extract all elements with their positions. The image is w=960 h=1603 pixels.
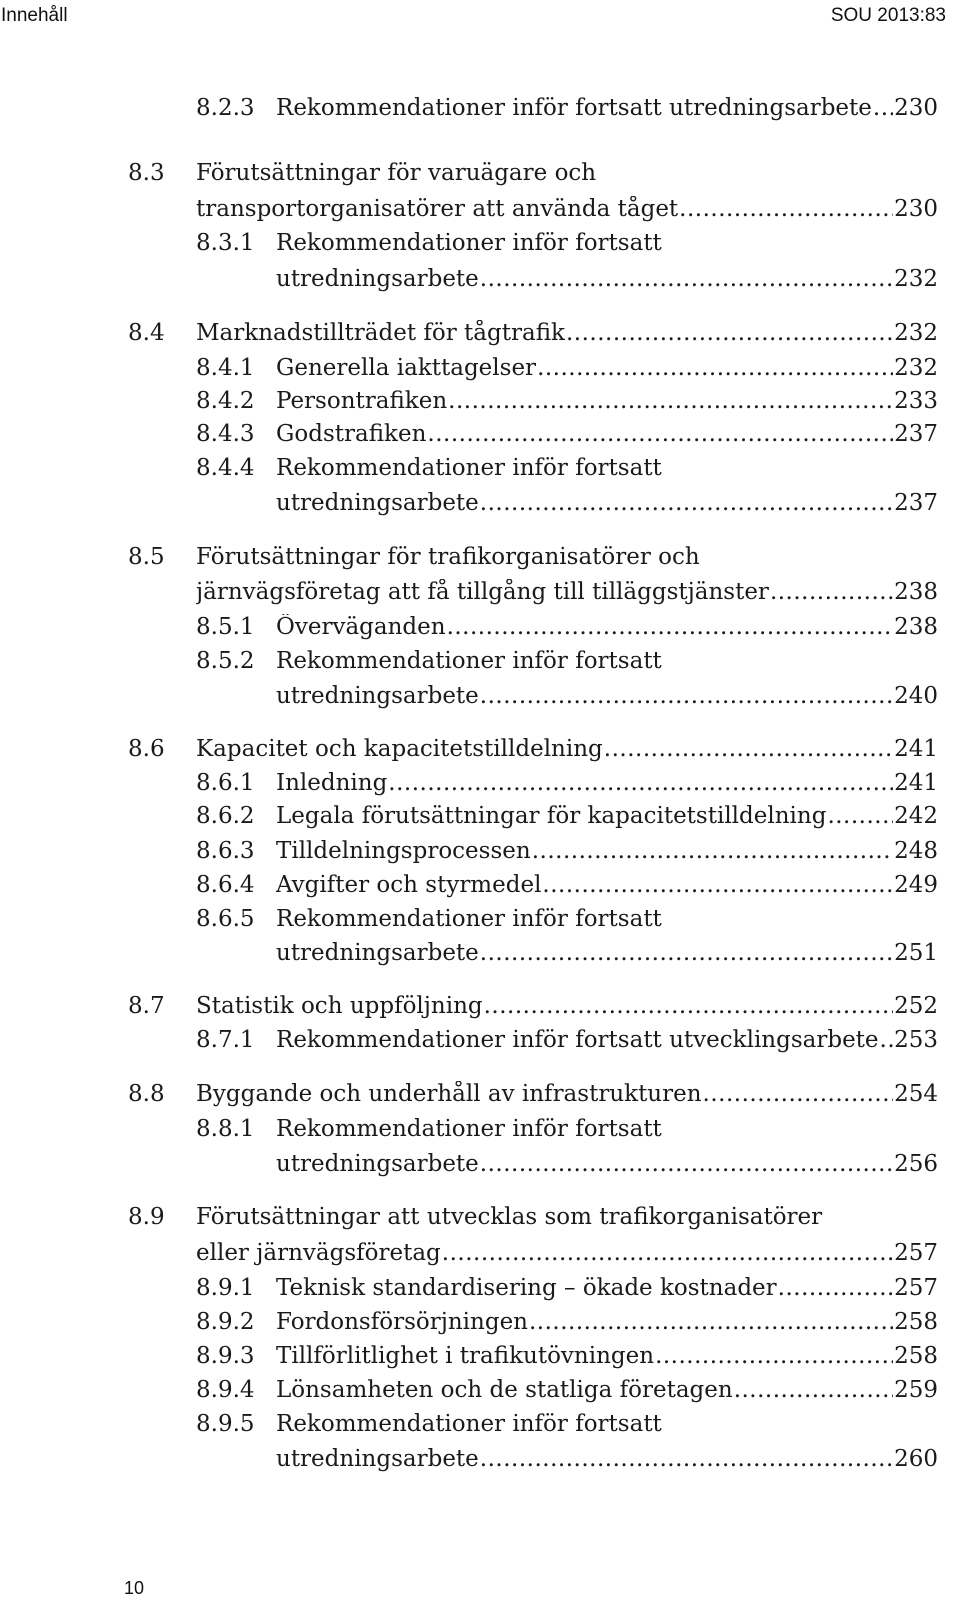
toc-entry[interactable] bbox=[196, 230, 938, 260]
toc-section-title: eller järnvägsföretag bbox=[196, 1240, 441, 1266]
toc-section-title: Rekommendationer inför fortsatt bbox=[276, 906, 662, 932]
toc-page-number: 257 bbox=[894, 1275, 938, 1301]
toc-section-number: 8.8 bbox=[128, 1081, 165, 1107]
toc-section-title: Statistik och uppföljning bbox=[196, 993, 483, 1019]
toc-section-number: 8.4.2 bbox=[196, 388, 255, 414]
dot-leader bbox=[532, 838, 893, 864]
toc-section-number: 8.9.1 bbox=[196, 1275, 255, 1301]
dot-leader bbox=[734, 1377, 893, 1403]
toc-entry[interactable] bbox=[196, 1027, 938, 1057]
toc-page-number: 248 bbox=[894, 838, 938, 864]
toc-section-title: Rekommendationer inför fortsatt utvecklingsarbete bbox=[276, 1027, 879, 1053]
toc-page-number: 232 bbox=[894, 266, 938, 292]
toc-section-title: Förutsättningar för trafikorganisatörer och bbox=[196, 544, 700, 570]
dot-leader bbox=[679, 196, 893, 222]
toc-entry[interactable] bbox=[196, 196, 938, 226]
toc-page-number: 237 bbox=[894, 421, 938, 447]
toc-page-number: 238 bbox=[894, 614, 938, 640]
toc-page-number: 237 bbox=[894, 490, 938, 516]
toc-section-title: Tillförlitlighet i trafikutövningen bbox=[276, 1343, 655, 1369]
toc-page-number: 249 bbox=[894, 872, 938, 898]
toc-section-number: 8.4.4 bbox=[196, 455, 255, 481]
toc-section-title: utredningsarbete bbox=[276, 490, 479, 516]
toc-page-number: 238 bbox=[894, 579, 938, 605]
toc-section-title: Rekommendationer inför fortsatt bbox=[276, 230, 662, 256]
toc-section-title: transportorganisatörer att använda tåget bbox=[196, 196, 679, 222]
toc-entry[interactable] bbox=[196, 1411, 938, 1441]
toc-section-number: 8.5.2 bbox=[196, 648, 255, 674]
toc-page-number: 256 bbox=[894, 1151, 938, 1177]
toc-entry[interactable] bbox=[196, 455, 938, 485]
dot-leader bbox=[566, 320, 893, 346]
toc-section-number: 8.2.3 bbox=[196, 95, 255, 121]
running-header bbox=[0, 0, 960, 40]
dot-leader bbox=[827, 803, 893, 829]
toc-section-number: 8.6.1 bbox=[196, 770, 255, 796]
header-document-id: SOU 2013:83 bbox=[830, 5, 946, 26]
toc-entry[interactable] bbox=[196, 648, 938, 678]
toc-page-number: 252 bbox=[894, 993, 938, 1019]
toc-section-title: Överväganden bbox=[276, 614, 446, 640]
toc-entry[interactable] bbox=[128, 320, 938, 350]
toc-entry[interactable] bbox=[196, 1275, 938, 1305]
toc-section-title: Förutsättningar att utvecklas som trafikorganisatörer bbox=[196, 1204, 823, 1230]
toc-section-title: utredningsarbete bbox=[276, 940, 479, 966]
toc-section-number: 8.3 bbox=[128, 160, 165, 186]
dot-leader bbox=[542, 872, 893, 898]
toc-page-number: 254 bbox=[894, 1081, 938, 1107]
toc-entry[interactable] bbox=[196, 872, 938, 902]
toc-entry[interactable] bbox=[276, 1151, 938, 1181]
toc-page-number: 260 bbox=[894, 1446, 938, 1472]
toc-section-number: 8.4.1 bbox=[196, 355, 255, 381]
toc-section-title: Generella iakttagelser bbox=[276, 355, 537, 381]
toc-page-number: 251 bbox=[894, 940, 938, 966]
toc-section-title: Fordonsförsörjningen bbox=[276, 1309, 528, 1335]
toc-section-number: 8.9.3 bbox=[196, 1343, 255, 1369]
toc-page-number: 258 bbox=[894, 1343, 938, 1369]
toc-section-title: Byggande och underhåll av infrastrukturen bbox=[196, 1081, 702, 1107]
toc-entry[interactable] bbox=[196, 1309, 938, 1339]
dot-leader bbox=[442, 1240, 893, 1266]
toc-section-number: 8.7.1 bbox=[196, 1027, 255, 1053]
toc-section-title: utredningsarbete bbox=[276, 1151, 479, 1177]
toc-entry[interactable] bbox=[196, 838, 938, 868]
toc-section-title: utredningsarbete bbox=[276, 266, 479, 292]
toc-entry[interactable] bbox=[128, 993, 938, 1023]
dot-leader bbox=[703, 1081, 894, 1107]
toc-entry[interactable] bbox=[196, 1116, 938, 1146]
toc-section-title: utredningsarbete bbox=[276, 683, 479, 709]
dot-leader bbox=[480, 1446, 893, 1472]
dot-leader bbox=[448, 388, 893, 414]
toc-section-title: Rekommendationer inför fortsatt utredningsarbete bbox=[276, 95, 872, 121]
toc-entry[interactable] bbox=[196, 388, 938, 418]
toc-section-title: Persontrafiken bbox=[276, 388, 448, 414]
page-number: 10 bbox=[124, 1578, 145, 1598]
toc-section-title: Avgifter och styrmedel bbox=[276, 872, 542, 898]
toc-page-number: 257 bbox=[894, 1240, 938, 1266]
dot-leader bbox=[604, 736, 893, 762]
toc-section-number: 8.3.1 bbox=[196, 230, 255, 256]
toc-section-number: 8.5.1 bbox=[196, 614, 255, 640]
toc-entry[interactable] bbox=[276, 683, 938, 713]
toc-entry[interactable] bbox=[128, 1081, 938, 1111]
toc-entry[interactable] bbox=[196, 95, 938, 125]
toc-section-title: Tilldelningsprocessen bbox=[276, 838, 531, 864]
toc-section-title: Kapacitet och kapacitetstilldelning bbox=[196, 736, 603, 762]
toc-entry[interactable] bbox=[276, 1446, 938, 1476]
dot-leader bbox=[770, 579, 893, 605]
toc-section-number: 8.9.2 bbox=[196, 1309, 255, 1335]
toc-section-number: 8.9.5 bbox=[196, 1411, 255, 1437]
dot-leader bbox=[480, 683, 893, 709]
toc-section-number: 8.6 bbox=[128, 736, 165, 762]
toc-section-number: 8.5 bbox=[128, 544, 165, 570]
dot-leader bbox=[880, 1027, 894, 1053]
dot-leader bbox=[447, 614, 894, 640]
toc-entry[interactable] bbox=[196, 579, 938, 609]
toc-page-number: 259 bbox=[894, 1377, 938, 1403]
toc-page-number: 242 bbox=[894, 803, 938, 829]
toc-page-number: 232 bbox=[894, 355, 938, 381]
toc-section-number: 8.6.3 bbox=[196, 838, 255, 864]
toc-section-number: 8.9 bbox=[128, 1204, 165, 1230]
dot-leader bbox=[778, 1275, 893, 1301]
toc-page-number: 232 bbox=[894, 320, 938, 346]
toc-entry[interactable] bbox=[128, 1204, 938, 1234]
toc-section-title: utredningsarbete bbox=[276, 1446, 479, 1472]
toc-entry[interactable] bbox=[196, 803, 938, 833]
toc-entry[interactable] bbox=[196, 355, 938, 385]
toc-entry[interactable] bbox=[276, 940, 938, 970]
toc-entry[interactable] bbox=[196, 421, 938, 451]
dot-leader bbox=[655, 1343, 893, 1369]
toc-entry[interactable] bbox=[196, 906, 938, 936]
toc-section-number: 8.4.3 bbox=[196, 421, 255, 447]
dot-leader bbox=[529, 1309, 893, 1335]
dot-leader bbox=[537, 355, 893, 381]
toc-section-number: 8.6.4 bbox=[196, 872, 255, 898]
toc-entry[interactable] bbox=[128, 160, 938, 190]
toc-section-title: Marknadstillträdet för tågtrafik bbox=[196, 320, 565, 346]
dot-leader bbox=[480, 940, 893, 966]
dot-leader bbox=[480, 266, 893, 292]
toc-page-number: 240 bbox=[894, 683, 938, 709]
dot-leader bbox=[480, 490, 893, 516]
toc-section-title: Rekommendationer inför fortsatt bbox=[276, 455, 662, 481]
toc-section-number: 8.6.5 bbox=[196, 906, 255, 932]
toc-entry[interactable] bbox=[196, 1377, 938, 1407]
toc-section-title: Teknisk standardisering – ökade kostnader bbox=[276, 1275, 777, 1301]
toc-entry[interactable] bbox=[196, 614, 938, 644]
dot-leader bbox=[427, 421, 893, 447]
toc-page-number: 253 bbox=[894, 1027, 938, 1053]
toc-page-number: 258 bbox=[894, 1309, 938, 1335]
toc-section-number: 8.4 bbox=[128, 320, 165, 346]
toc-entry[interactable] bbox=[196, 1343, 938, 1373]
toc-page-number: 241 bbox=[894, 770, 938, 796]
toc-entry[interactable] bbox=[196, 770, 938, 800]
toc-section-title: järnvägsföretag att få tillgång till tilläggstjänster bbox=[196, 579, 769, 605]
dot-leader bbox=[484, 993, 893, 1019]
dot-leader bbox=[480, 1151, 893, 1177]
toc-section-title: Godstrafiken bbox=[276, 421, 427, 447]
toc-section-title: Inledning bbox=[276, 770, 388, 796]
toc-section-number: 8.8.1 bbox=[196, 1116, 255, 1142]
toc-entry[interactable] bbox=[276, 490, 938, 520]
toc-section-title: Rekommendationer inför fortsatt bbox=[276, 1116, 662, 1142]
toc-page-number: 230 bbox=[894, 196, 938, 222]
toc-entry[interactable] bbox=[196, 1240, 938, 1270]
toc-section-title: Lönsamheten och de statliga företagen bbox=[276, 1377, 733, 1403]
toc-section-title: Legala förutsättningar för kapacitetstilldelning bbox=[276, 803, 827, 829]
toc-section-number: 8.6.2 bbox=[196, 803, 255, 829]
dot-leader bbox=[873, 95, 893, 121]
toc-section-title: Förutsättningar för varuägare och bbox=[196, 160, 597, 186]
toc-entry[interactable] bbox=[128, 544, 938, 574]
toc-section-number: 8.9.4 bbox=[196, 1377, 255, 1403]
toc-section-title: Rekommendationer inför fortsatt bbox=[276, 648, 662, 674]
toc-page-number: 233 bbox=[894, 388, 938, 414]
toc-page-number: 230 bbox=[894, 95, 938, 121]
dot-leader bbox=[388, 770, 893, 796]
toc-entry[interactable] bbox=[128, 736, 938, 766]
toc-section-title: Rekommendationer inför fortsatt bbox=[276, 1411, 662, 1437]
toc-section-number: 8.7 bbox=[128, 993, 165, 1019]
header-section-title: Innehåll bbox=[1, 5, 68, 26]
toc-entry[interactable] bbox=[276, 266, 938, 296]
toc-page-number: 241 bbox=[894, 736, 938, 762]
